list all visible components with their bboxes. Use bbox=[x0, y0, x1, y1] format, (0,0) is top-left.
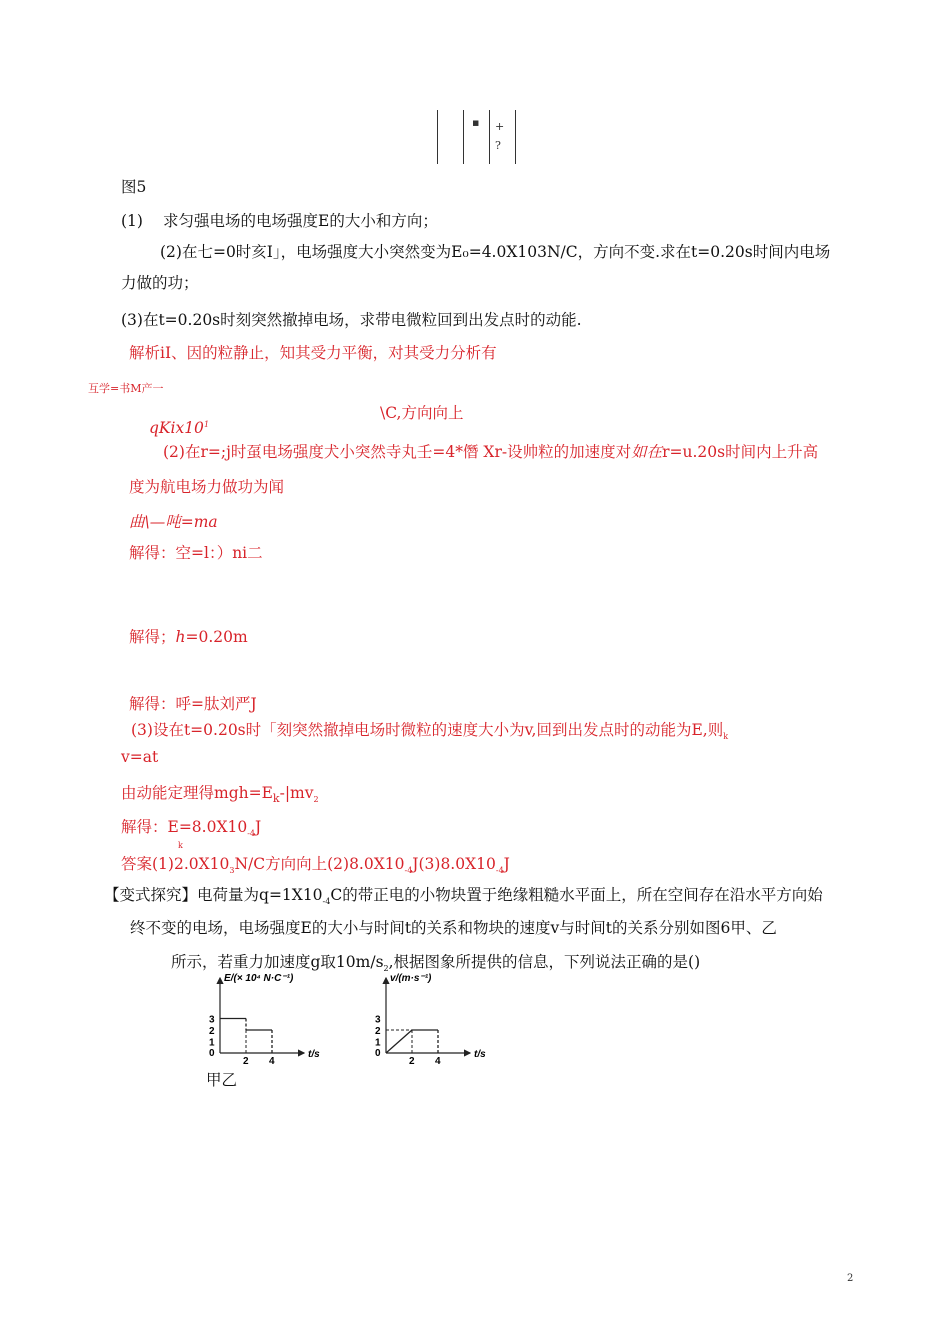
solve2-prefix: 解得； bbox=[129, 628, 176, 646]
variant-label: 【变式探究】 bbox=[104, 886, 198, 904]
part2-line1-end: r=u.20s时间内上升高 bbox=[662, 443, 819, 461]
solution-part3-line-1 bbox=[131, 720, 728, 747]
answer-mid-1: N/C方向向上(2)8.0X10 bbox=[234, 855, 405, 873]
charts-caption: 甲乙 bbox=[206, 1071, 238, 1089]
chart-e-ylabel: E/(× 10⁴ N·C⁻¹) bbox=[224, 973, 294, 984]
solution-formula-left bbox=[149, 415, 209, 438]
figure5-line-3 bbox=[489, 110, 490, 164]
answer-mid-2: J(3)8.0X10 bbox=[412, 855, 496, 873]
chart-e-vs-t bbox=[196, 970, 346, 1070]
solution-part2-line-1 bbox=[163, 442, 818, 462]
chart-e-xtick-2: 2 bbox=[243, 1056, 249, 1067]
variant-line3-a: 所示，若重力加速度g取10m/s bbox=[171, 953, 384, 971]
chart-e-xtick-4: 4 bbox=[269, 1056, 275, 1067]
chart-e-ytick-2: 2 bbox=[209, 1026, 215, 1037]
figure5-marker: ▪ bbox=[472, 116, 480, 129]
page-number: 2 bbox=[847, 1273, 854, 1284]
chart-v-ytick-1: 1 bbox=[375, 1037, 381, 1049]
question-3: (3)在t=0.20s时刻突然撤掉电场，求带电微粒回到出发点时的动能. bbox=[121, 311, 582, 329]
solution-solve-4 bbox=[121, 817, 261, 844]
chart-v-xtick-2: 2 bbox=[409, 1056, 415, 1067]
kinetic-text: 由动能定理得mgh=E bbox=[121, 784, 273, 802]
solution-kinetic bbox=[121, 783, 319, 810]
figure5-question: ? bbox=[495, 139, 501, 152]
formula-left-text: qKix10 bbox=[149, 419, 204, 438]
answer-sub-3: -4 bbox=[495, 866, 504, 876]
variant-line3-b: ,根据图象所提供的信息，下列说法正确的是() bbox=[388, 953, 701, 971]
variant-line1-sub: -4 bbox=[322, 897, 331, 907]
question-1-number: (1) bbox=[121, 212, 143, 230]
question-2-line-2: 力做的功； bbox=[121, 274, 199, 292]
solve4-end: J bbox=[255, 818, 262, 836]
solve4-sub: -4 bbox=[247, 829, 256, 839]
solution-part2-line-2: 度为航电场力做功为闻 bbox=[129, 478, 285, 496]
solve2-h: h bbox=[175, 628, 186, 646]
variant-line-1 bbox=[104, 885, 823, 912]
answer-sub-1: 3 bbox=[229, 866, 235, 876]
figure5-line-2 bbox=[463, 110, 464, 164]
chart-v-ytick-2: 2 bbox=[375, 1026, 381, 1037]
chart-e-ytick-3: 3 bbox=[209, 1014, 215, 1026]
chart-e-ytick-1: 1 bbox=[209, 1037, 215, 1049]
solution-solve-2 bbox=[129, 627, 248, 647]
solution-solve-3: 解得：呼=肽刘严J bbox=[129, 695, 257, 713]
solution-formula-right: \C,方向向上 bbox=[380, 404, 464, 422]
solve4-prefix: 解得：E=8.0X10 bbox=[121, 818, 248, 836]
solve2-rest: =0.20m bbox=[185, 628, 248, 646]
chart-v-ytick-0: 0 bbox=[375, 1048, 381, 1059]
solution-solve-1: 解得：空=l：）ni二 bbox=[129, 544, 263, 562]
figure5-line-1 bbox=[437, 110, 438, 164]
chart-v-ytick-3: 3 bbox=[375, 1014, 381, 1026]
chart-v-ylabel: v/(m·s⁻¹) bbox=[390, 973, 432, 984]
variant-line1-a: 电荷量为q=1X10 bbox=[197, 886, 323, 904]
figure5-caption: 图5 bbox=[121, 178, 147, 196]
solution-answer bbox=[121, 854, 510, 881]
kinetic-sub: k bbox=[272, 792, 280, 806]
chart-v-xtick-4: 4 bbox=[435, 1056, 441, 1067]
chart-e-xlabel: t/s bbox=[308, 1049, 320, 1060]
chart-e-ytick-0: 0 bbox=[209, 1048, 215, 1059]
answer-end: J bbox=[503, 855, 510, 873]
formula-left-sup: 1 bbox=[203, 420, 210, 429]
figure5-line-4 bbox=[515, 110, 516, 164]
solution-solve-4-k: k bbox=[178, 841, 183, 850]
variant-line1-b: C的带正电的小物块置于绝缘粗糙水平面上，所在空间存在沿水平方向始 bbox=[330, 886, 823, 904]
part3-line1-sub: k bbox=[723, 732, 729, 742]
solution-eq-ma: 曲\—吨=ma bbox=[129, 513, 218, 531]
variant-line3-sub: 2 bbox=[383, 964, 389, 974]
part2-line1-italic: 如在 bbox=[631, 443, 663, 461]
solution-v-at: v=at bbox=[121, 748, 159, 766]
kinetic-rest: -|mv bbox=[279, 784, 314, 802]
answer-text: 答案(1)2.0X10 bbox=[121, 855, 230, 873]
question-2-line-1: (2)在七=0时亥I」，电场强度大小突然变为E₀=4.0X103N/C，方向不变.求在t=0.20s时间内电场 bbox=[160, 243, 831, 261]
chart-v-vs-t bbox=[362, 970, 512, 1070]
figure5-plus: + bbox=[495, 120, 505, 133]
variant-line-2: 终不变的电场，电场强度E的大小与时间t的关系和物块的速度v与时间t的关系分别如图6甲、乙 bbox=[130, 919, 777, 937]
solution-watermark: 互学=书M产一 bbox=[88, 382, 164, 395]
kinetic-sub-2: 2 bbox=[313, 795, 319, 805]
question-1: 求匀强电场的电场强度E的大小和方向； bbox=[163, 212, 438, 230]
part2-line1-text: (2)在r=;j时虿电场强度犬小突然寺丸壬=4*僭 Xr-设帅粒的加速度对 bbox=[163, 443, 632, 461]
solution-analysis: 解析iI、因的粒静止，知其受力平衡，对其受力分析有 bbox=[129, 344, 497, 362]
answer-sub-2: -4 bbox=[404, 866, 413, 876]
chart-v-xlabel: t/s bbox=[474, 1049, 486, 1060]
chart-v-segment-0 bbox=[386, 1030, 412, 1053]
part3-line1-text: (3)设在t=0.20s时「刻突然撤掉电场时微粒的速度大小为v,回到出发点时的动能为E,则 bbox=[131, 721, 724, 739]
